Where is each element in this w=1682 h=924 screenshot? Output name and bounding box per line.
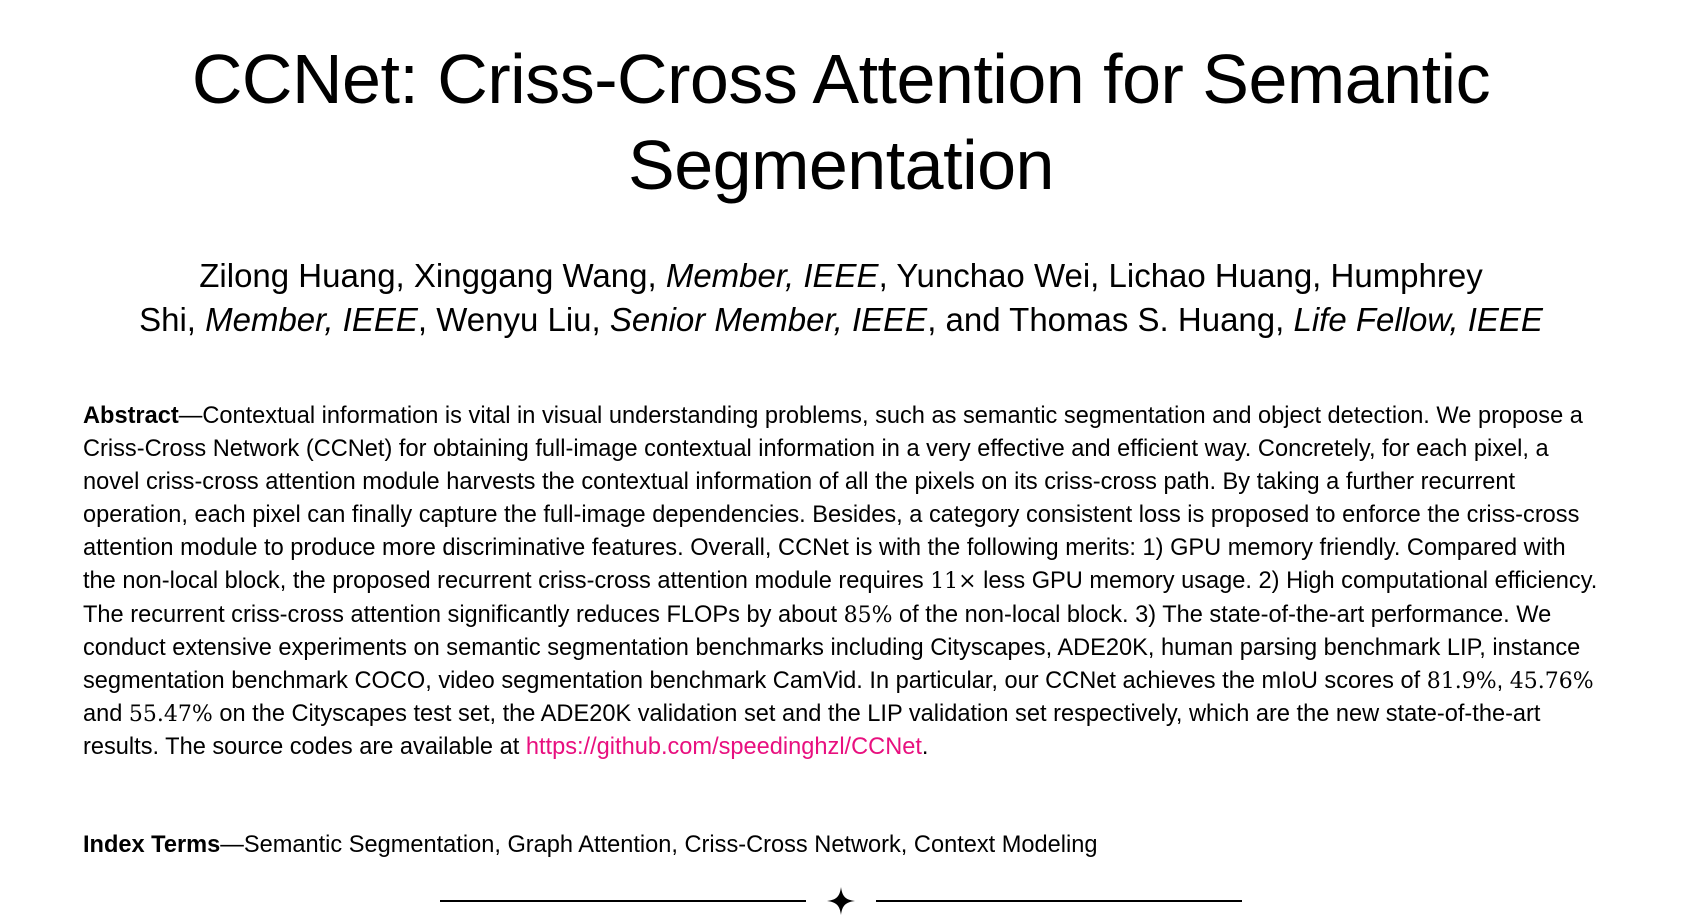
author-role-2: Member, IEEE [205,301,418,338]
paper-title [60,36,1622,208]
math-85-percent: 85% [843,602,893,628]
math-11x: 11× [930,569,977,595]
abstract-paragraph [83,400,1603,764]
authors-part-5: , and Thomas S. Huang, [927,301,1294,338]
authors-part-4: , Wenyu Liu, [417,301,610,338]
index-terms-label: Index Terms [83,832,221,858]
abstract-text-1: —Contextual information is vital in visual understanding problems, such as semantic segmentation and object detection. We propose a Criss-Cross Network (CCNet) for obtaining full-image contextual information in a very effective and efficient way. Concretely, for each pixel, a novel criss-cross attention module harvests the contextual information of all the pixels on its criss-cross path. By taking a further recurrent operation, each pixel can finally capture the full-image dependencies. Besides, a category consistent loss is proposed to enforce the criss-cross attention module to produce more discriminative features. Overall, CCNet is with the following merits: 1) GPU memory friendly. Compared with the non-local block, the proposed recurrent criss-cross attention module requires [83,403,1583,595]
source-code-link[interactable]: https://github.com/speedinghzl/CCNet [525,733,922,760]
author-list [60,254,1622,342]
authors-part-2: , Yunchao Wei, Lichao Huang, Humphrey [878,257,1483,294]
divider-rule-left [440,900,806,902]
divider-rule-right [876,900,1242,902]
abstract-label: Abstract [83,403,179,429]
authors-part-1: Zilong Huang, Xinggang Wang, [199,257,666,294]
title-line-1: CCNet: Criss-Cross Attention for Semantic [191,40,1491,118]
math-cityscapes-miou: 81.9% [1426,668,1497,694]
abstract-text-3: of the non-local block. 3) The state-of-the-art performance. We conduct extensive experiments on semantic segmentation benchmarks including Cityscapes, ADE20K, human parsing benchmark LIP, instance segmentation benchmark COCO, video segmentation benchmark CamVid. In particular, our CCNet achieves the mIoU scores of [83,601,1581,694]
index-terms-text: —Semantic Segmentation, Graph Attention, Criss-Cross Network, Context Modeling [220,832,1098,858]
abstract-text-6: on the Cityscapes test set, the ADE20K validation set and the LIP validation set respectively, which are the new state-of-the-art results. The source codes are available at [83,700,1541,760]
abstract-text-4: , [1496,667,1510,694]
author-role-4: Life Fellow, IEEE [1293,301,1543,338]
abstract-text-7: . [921,733,929,760]
diamond-star-icon [826,886,856,916]
abstract-text-5: and [83,700,129,727]
author-role-3: Senior Member, IEEE [609,301,928,338]
author-role-1: Member, IEEE [665,257,879,294]
index-terms [83,829,1603,862]
math-lip-miou: 55.47% [128,701,213,727]
abstract-text-2: less GPU memory usage. 2) High computational efficiency. The recurrent criss-cross attention significantly reduces FLOPs by about [83,568,1598,628]
title-line-2: Segmentation [628,126,1054,204]
authors-part-3: Shi, [139,301,206,338]
section-divider [440,886,1242,916]
math-ade20k-miou: 45.76% [1509,668,1594,694]
